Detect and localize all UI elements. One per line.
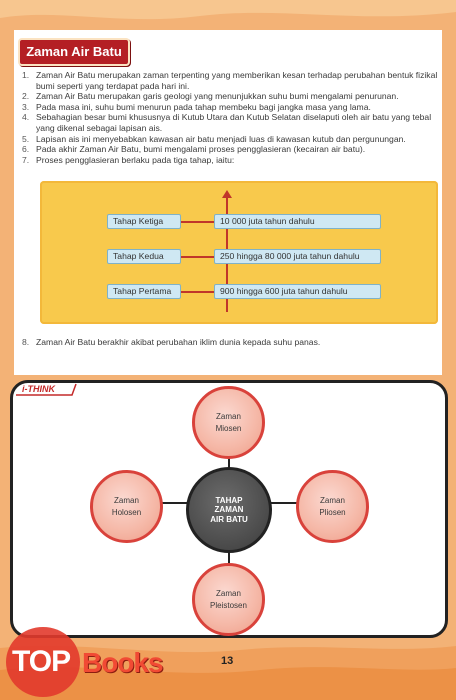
node-line: Pleistosen [210, 600, 247, 610]
node-miosen [192, 386, 265, 459]
list-item [22, 144, 440, 155]
center-node [186, 467, 272, 553]
stage-label-box: Tahap Pertama [107, 284, 181, 299]
watermark-top: TOP [12, 645, 71, 678]
point-number: 6. [22, 144, 30, 155]
point-number: 7. [22, 154, 30, 165]
point-text: Proses pengglasieran berlaku pada tiga tahap, iaitu: [36, 154, 235, 165]
point-number: 8. [22, 337, 30, 347]
stage-label-box: Tahap Ketiga [107, 214, 181, 229]
list-item [22, 112, 440, 133]
node-line: Zaman [216, 588, 241, 598]
center-line: ZAMAN [214, 505, 244, 515]
point-text: Pada masa ini, suhu bumi menurun pada tahap membeku bagi jangka masa yang lama. [36, 101, 371, 112]
point-number: 3. [22, 101, 30, 112]
stage-period-box: 900 hingga 600 juta tahun dahulu [214, 284, 381, 299]
center-line: AIR BATU [210, 514, 248, 524]
point-text: Zaman Air Batu berakhir akibat perubahan iklim dunia kepada suhu panas. [36, 337, 321, 347]
point-text: Sebahagian besar bumi khususnya di Kutub Utara dan Kutub Selatan diselaputi oleh air batu yang tebal yang dikenal sebagai lapisan ais. [36, 112, 432, 133]
points-list [22, 70, 440, 165]
point-number: 5. [22, 133, 30, 144]
point-number: 1. [22, 70, 30, 80]
topbooks-watermark [0, 627, 190, 700]
point-8 [22, 337, 320, 347]
watermark-books: Books [82, 647, 163, 678]
center-line: TAHAP [215, 495, 243, 505]
node-line: Zaman [114, 495, 139, 505]
node-line: Zaman [320, 495, 345, 505]
section-title: Zaman Air Batu [26, 44, 122, 59]
top-wave-decoration [0, 0, 456, 30]
list-item [22, 70, 440, 91]
node-pleistosen [192, 563, 265, 636]
node-pliosen [296, 470, 369, 543]
point-text: Lapisan ais ini menyebabkan kawasan air batu menjadi luas di kawasan kutub dan pergunungan. [36, 133, 406, 144]
point-number: 2. [22, 91, 30, 102]
ithink-badge [14, 382, 78, 397]
point-text: Zaman Air Batu merupakan zaman terpenting yang memberikan kesan terhadap perubahan bentuk fizikal bumi seperti yang terdapat pada hari ini. [36, 70, 438, 91]
stage-label-box: Tahap Kedua [107, 249, 181, 264]
list-item [22, 91, 440, 102]
stage-period-box: 250 hingga 80 000 juta tahun dahulu [214, 249, 381, 264]
node-line: Pliosen [319, 507, 346, 517]
page-number: 13 [221, 655, 234, 667]
node-line: Miosen [215, 423, 242, 433]
list-item [22, 134, 440, 145]
section-title-badge [18, 38, 130, 66]
point-text: Zaman Air Batu merupakan garis geologi yang menunjukkan suhu bumi mengalami penurunan. [36, 91, 399, 102]
node-line: Holosen [111, 507, 142, 517]
point-text: Pada akhir Zaman Air Batu, bumi mengalami proses pengglasieran (kecairan air batu). [36, 144, 366, 155]
point-number: 4. [22, 112, 30, 123]
node-line: Zaman [216, 411, 241, 421]
ithink-label: i-THINK [22, 384, 55, 394]
node-holosen [90, 470, 163, 543]
stage-period-box: 10 000 juta tahun dahulu [214, 214, 381, 229]
list-item [22, 155, 440, 166]
list-item [22, 102, 440, 113]
